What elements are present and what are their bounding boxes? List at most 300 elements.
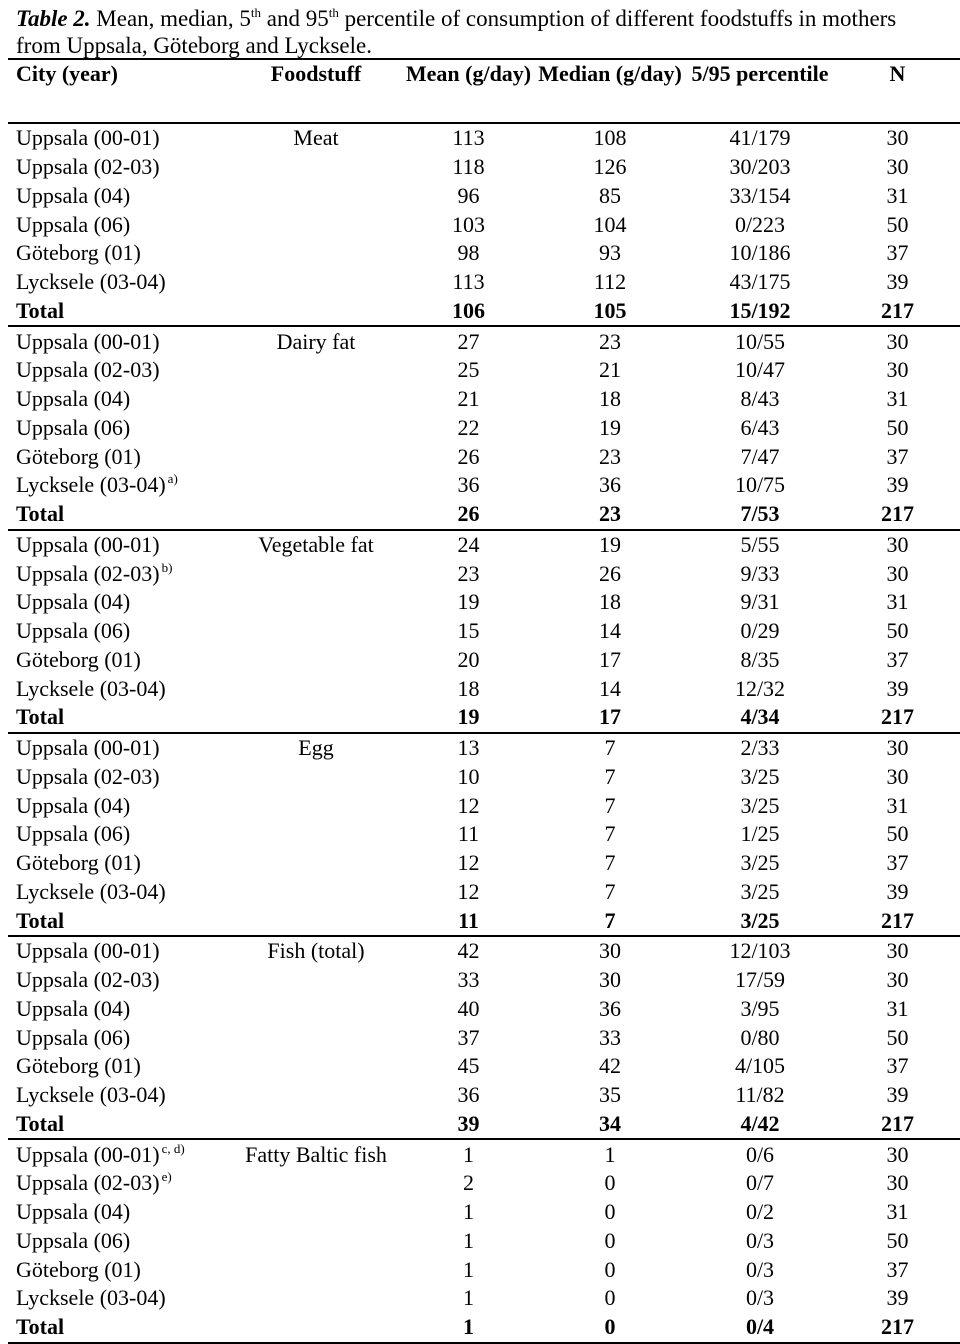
table-row: [8, 674, 960, 703]
city-label: Uppsala (00-01): [16, 328, 160, 354]
city-label: Uppsala (04): [16, 1199, 131, 1225]
median-cell: 7: [604, 763, 616, 789]
percentile-cell: 0/223: [734, 211, 786, 237]
city-label: Uppsala (00-01): [16, 735, 160, 761]
median-cell: 18: [599, 589, 621, 615]
n-cell: 50: [886, 821, 909, 847]
percentile-cell: 0/2: [745, 1199, 775, 1225]
header-foodstuff: Foodstuff: [270, 61, 362, 86]
median-cell: 85: [599, 182, 621, 208]
header-n: N: [889, 61, 906, 86]
city-label: Lycksele (03-04): [16, 269, 166, 295]
foodstuff-cell: [230, 763, 402, 792]
city-label: Uppsala (06): [16, 211, 131, 237]
median-cell: 1: [604, 1141, 616, 1167]
foodstuff-cell: [230, 414, 402, 443]
table-row: [8, 442, 960, 471]
mean-cell: 42: [457, 938, 480, 964]
percentile-cell: 15/192: [729, 297, 791, 323]
caption-sup-1: th: [250, 5, 261, 20]
median-cell: 17: [599, 646, 621, 672]
header-median: Median (g/day): [538, 61, 682, 86]
n-cell: 217: [881, 501, 914, 527]
mean-cell: 113: [452, 125, 485, 151]
table-row: [8, 1052, 960, 1081]
mean-cell: 12: [457, 850, 480, 876]
city-cell: [8, 297, 230, 327]
median-cell: 23: [599, 501, 621, 527]
table-row: [8, 153, 960, 182]
table-row: [8, 1169, 960, 1198]
table-row: [8, 239, 960, 268]
footnote-marker: c, d): [161, 1140, 185, 1156]
city-label: Uppsala (02-03): [16, 560, 160, 586]
table-header: [8, 59, 960, 123]
n-cell: 30: [886, 763, 909, 789]
foodstuff-cell: [230, 153, 402, 182]
percentile-cell: 4/42: [740, 1110, 780, 1136]
city-cell: [8, 123, 230, 153]
city-cell: [8, 588, 230, 617]
median-cell: 36: [599, 995, 621, 1021]
mean-cell: 24: [457, 531, 480, 557]
foodstuff-cell: [230, 1198, 402, 1227]
total-row: [8, 1110, 960, 1140]
city-label: Lycksele (03-04): [16, 1285, 166, 1311]
mean-cell: 20: [457, 646, 480, 672]
n-cell: 31: [886, 386, 909, 412]
city-cell: [8, 733, 230, 763]
city-cell: [8, 530, 230, 560]
percentile-cell: 10/75: [734, 472, 786, 498]
n-cell: 217: [881, 297, 914, 323]
mean-cell: 103: [452, 211, 485, 237]
city-label: Uppsala (02-03): [16, 1170, 160, 1196]
median-cell: 17: [599, 704, 621, 730]
percentile-cell: 9/31: [740, 589, 780, 615]
city-cell: [8, 414, 230, 443]
city-cell: [8, 995, 230, 1024]
n-cell: 217: [881, 1110, 914, 1136]
total-row: [8, 500, 960, 530]
city-label: Uppsala (06): [16, 1024, 131, 1050]
city-label: Lycksele (03-04): [16, 675, 166, 701]
total-row: [8, 1313, 960, 1343]
foodstuff-cell: [230, 1081, 402, 1110]
foodstuff-cell: [230, 1169, 402, 1198]
city-label: Lycksele (03-04): [16, 1082, 166, 1108]
median-cell: 19: [599, 414, 621, 440]
percentile-cell: 12/32: [734, 675, 786, 701]
mean-cell: 25: [457, 357, 480, 383]
percentile-cell: 2/33: [740, 735, 780, 761]
table-row: [8, 646, 960, 675]
city-cell: [8, 1198, 230, 1227]
footnote-marker: a): [167, 471, 178, 487]
table-row: [8, 471, 960, 500]
table-row: [8, 878, 960, 907]
foodstuff-cell: [230, 1023, 402, 1052]
city-label: Uppsala (02-03): [16, 154, 160, 180]
median-cell: 34: [599, 1110, 621, 1136]
median-cell: 35: [599, 1082, 621, 1108]
percentile-cell: 0/6: [745, 1141, 775, 1167]
city-cell: [8, 153, 230, 182]
header-mean: Mean (g/day): [405, 61, 532, 86]
n-cell: 31: [886, 1199, 909, 1225]
city-label: Uppsala (02-03): [16, 967, 160, 993]
percentile-cell: 10/47: [734, 357, 786, 383]
n-cell: 37: [886, 850, 909, 876]
mean-cell: 37: [457, 1024, 480, 1050]
city-label: Uppsala (00-01): [16, 1141, 160, 1167]
city-cell: [8, 703, 230, 733]
percentile-cell: 8/35: [740, 646, 780, 672]
consumption-table: [8, 58, 960, 1344]
foodstuff-cell: [230, 559, 402, 588]
percentile-cell: 0/3: [745, 1285, 775, 1311]
mean-cell: 1: [463, 1256, 474, 1282]
percentile-cell: 12/103: [729, 938, 791, 964]
header-city: City (year): [16, 61, 119, 86]
table-row: [8, 559, 960, 588]
mean-cell: 11: [457, 821, 480, 847]
foodstuff-cell: [230, 588, 402, 617]
n-cell: 39: [886, 472, 909, 498]
median-cell: 23: [599, 443, 621, 469]
n-cell: 30: [886, 125, 909, 151]
n-cell: 37: [886, 1053, 909, 1079]
foodstuff-cell: [230, 849, 402, 878]
percentile-cell: 7/47: [740, 443, 780, 469]
mean-cell: 11: [458, 907, 479, 933]
table-row: [8, 1284, 960, 1313]
median-cell: 23: [599, 328, 621, 354]
city-label: Lycksele (03-04): [16, 472, 166, 498]
percentile-cell: 43/175: [729, 269, 791, 295]
mean-cell: 36: [457, 472, 480, 498]
city-cell: [8, 674, 230, 703]
table-row: [8, 1227, 960, 1256]
percentile-cell: 0/7: [745, 1170, 775, 1196]
city-label: Uppsala (04): [16, 182, 131, 208]
city-cell: [8, 210, 230, 239]
median-cell: 93: [599, 240, 621, 266]
foodstuff-cell: [230, 878, 402, 907]
mean-cell: 36: [457, 1082, 480, 1108]
mean-cell: 2: [463, 1170, 474, 1196]
city-label: Uppsala (04): [16, 589, 131, 615]
city-cell: [8, 268, 230, 297]
foodstuff-cell: [230, 1313, 402, 1343]
city-cell: [8, 820, 230, 849]
foodstuff-cell: [230, 500, 402, 530]
foodstuff-cell: [230, 1052, 402, 1081]
percentile-cell: 3/25: [740, 878, 780, 904]
median-cell: 108: [593, 125, 627, 151]
median-cell: 105: [593, 297, 627, 323]
city-cell: [8, 936, 230, 966]
city-cell: [8, 239, 230, 268]
median-cell: 0: [604, 1199, 616, 1225]
median-cell: 19: [599, 531, 621, 557]
foodstuff-group: [8, 936, 960, 1139]
city-label: Uppsala (00-01): [16, 531, 160, 557]
city-label: Uppsala (06): [16, 821, 131, 847]
caption-text-3: percentile of consumption of different foodstuffs in mothers from Uppsala, Göteborg and Lycksele.: [16, 6, 897, 58]
mean-cell: 1: [463, 1314, 474, 1340]
city-label: Lycksele (03-04): [16, 878, 166, 904]
n-cell: 39: [886, 269, 909, 295]
percentile-cell: 0/3: [745, 1256, 775, 1282]
n-cell: 50: [886, 414, 909, 440]
city-cell: [8, 1227, 230, 1256]
median-cell: 21: [599, 357, 621, 383]
table-row: [8, 268, 960, 297]
mean-cell: 1: [463, 1285, 474, 1311]
median-cell: 33: [599, 1024, 621, 1050]
table-row: [8, 791, 960, 820]
percentile-cell: 3/25: [740, 763, 780, 789]
city-label: Total: [16, 1110, 65, 1136]
mean-cell: 45: [457, 1053, 480, 1079]
median-cell: 7: [604, 907, 616, 933]
foodstuff-cell: Dairy fat: [276, 328, 356, 354]
n-cell: 31: [886, 995, 909, 1021]
mean-cell: 1: [463, 1227, 474, 1253]
city-label: Uppsala (04): [16, 995, 131, 1021]
header-row: [8, 59, 960, 123]
mean-cell: 12: [457, 878, 480, 904]
percentile-cell: 10/186: [729, 240, 791, 266]
city-label: Uppsala (02-03): [16, 763, 160, 789]
n-cell: 39: [886, 1285, 909, 1311]
foodstuff-cell: [230, 385, 402, 414]
n-cell: 37: [886, 646, 909, 672]
n-cell: 30: [886, 1141, 909, 1167]
foodstuff-group: [8, 530, 960, 733]
total-row: [8, 906, 960, 936]
foodstuff-cell: [230, 268, 402, 297]
mean-cell: 15: [457, 618, 480, 644]
city-cell: [8, 646, 230, 675]
city-cell: [8, 471, 230, 500]
city-cell: [8, 1023, 230, 1052]
median-cell: 30: [599, 967, 621, 993]
percentile-cell: 3/95: [740, 995, 780, 1021]
mean-cell: 96: [457, 182, 480, 208]
mean-cell: 118: [452, 154, 485, 180]
city-label: Uppsala (06): [16, 618, 131, 644]
n-cell: 39: [886, 1082, 909, 1108]
city-cell: [8, 500, 230, 530]
foodstuff-group: [8, 733, 960, 936]
percentile-cell: 11/82: [735, 1082, 785, 1108]
city-label: Uppsala (06): [16, 414, 131, 440]
n-cell: 31: [886, 792, 909, 818]
n-cell: 39: [886, 675, 909, 701]
city-cell: [8, 617, 230, 646]
mean-cell: 13: [457, 735, 480, 761]
foodstuff-cell: [230, 239, 402, 268]
foodstuff-cell: [230, 995, 402, 1024]
median-cell: 26: [599, 560, 621, 586]
city-cell: [8, 878, 230, 907]
foodstuff-cell: Meat: [293, 125, 339, 151]
city-label: Göteborg (01): [16, 850, 141, 876]
foodstuff-cell: [230, 703, 402, 733]
mean-cell: 1: [463, 1141, 474, 1167]
n-cell: 217: [881, 704, 914, 730]
foodstuff-cell: [230, 356, 402, 385]
percentile-cell: 3/25: [740, 907, 780, 933]
n-cell: 37: [886, 1256, 909, 1282]
mean-cell: 21: [457, 386, 480, 412]
table-row: [8, 530, 960, 560]
n-cell: 31: [886, 589, 909, 615]
median-cell: 7: [604, 735, 616, 761]
median-cell: 0: [604, 1285, 616, 1311]
city-label: Uppsala (02-03): [16, 357, 160, 383]
n-cell: 39: [886, 878, 909, 904]
city-label: Total: [16, 704, 65, 730]
city-cell: [8, 849, 230, 878]
city-cell: [8, 1255, 230, 1284]
total-row: [8, 703, 960, 733]
foodstuff-cell: [230, 646, 402, 675]
n-cell: 217: [881, 1314, 914, 1340]
percentile-cell: 33/154: [729, 182, 791, 208]
median-cell: 7: [604, 850, 616, 876]
table-row: [8, 385, 960, 414]
city-cell: [8, 1052, 230, 1081]
total-row: [8, 297, 960, 327]
median-cell: 30: [599, 938, 621, 964]
city-label: Total: [16, 1314, 65, 1340]
foodstuff-group: [8, 326, 960, 529]
n-cell: 30: [886, 967, 909, 993]
foodstuff-cell: [230, 1227, 402, 1256]
city-cell: [8, 906, 230, 936]
city-label: Uppsala (04): [16, 792, 131, 818]
mean-cell: 113: [452, 269, 485, 295]
percentile-cell: 3/25: [740, 850, 780, 876]
mean-cell: 23: [457, 560, 480, 586]
footnote-marker: b): [161, 559, 173, 575]
percentile-cell: 8/43: [740, 386, 780, 412]
percentile-cell: 4/105: [734, 1053, 786, 1079]
percentile-cell: 9/33: [740, 560, 780, 586]
table-row: [8, 182, 960, 211]
foodstuff-cell: Fatty Baltic fish: [245, 1141, 387, 1167]
n-cell: 30: [886, 560, 909, 586]
city-label: Total: [16, 907, 65, 933]
city-cell: [8, 1139, 230, 1169]
median-cell: 0: [604, 1314, 616, 1340]
percentile-cell: 30/203: [729, 154, 791, 180]
percentile-cell: 4/34: [740, 704, 780, 730]
n-cell: 30: [886, 154, 909, 180]
n-cell: 31: [886, 182, 909, 208]
mean-cell: 40: [457, 995, 480, 1021]
mean-cell: 26: [457, 501, 480, 527]
n-cell: 37: [886, 443, 909, 469]
city-cell: [8, 1110, 230, 1140]
city-cell: [8, 182, 230, 211]
mean-cell: 19: [457, 704, 480, 730]
percentile-cell: 0/4: [745, 1314, 775, 1340]
percentile-cell: 41/179: [729, 125, 791, 151]
median-cell: 0: [604, 1227, 616, 1253]
median-cell: 14: [599, 618, 621, 644]
mean-cell: 106: [452, 297, 485, 323]
foodstuff-cell: [230, 966, 402, 995]
foodstuff-group: [8, 1139, 960, 1342]
mean-cell: 19: [457, 589, 480, 615]
caption-label: Table 2.: [16, 6, 91, 31]
table-row: [8, 210, 960, 239]
table-row: [8, 1081, 960, 1110]
n-cell: 30: [886, 328, 909, 354]
table-row: [8, 1023, 960, 1052]
mean-cell: 22: [457, 414, 480, 440]
foodstuff-group: [8, 123, 960, 326]
median-cell: 0: [604, 1170, 616, 1196]
table-row: [8, 414, 960, 443]
table-row: [8, 849, 960, 878]
table-row: [8, 326, 960, 356]
city-cell: [8, 966, 230, 995]
city-label: Uppsala (00-01): [16, 125, 160, 151]
footnote-marker: e): [161, 1169, 172, 1185]
foodstuff-cell: Fish (total): [267, 938, 365, 964]
n-cell: 217: [881, 907, 914, 933]
percentile-cell: 0/80: [740, 1024, 780, 1050]
percentile-cell: 6/43: [740, 414, 780, 440]
city-cell: [8, 791, 230, 820]
n-cell: 30: [886, 735, 909, 761]
foodstuff-cell: [230, 820, 402, 849]
header-percentile: 5/95 percentile: [691, 61, 829, 86]
table-row: [8, 763, 960, 792]
table-row: [8, 733, 960, 763]
median-cell: 112: [593, 269, 627, 295]
median-cell: 104: [593, 211, 627, 237]
n-cell: 50: [886, 211, 909, 237]
n-cell: 30: [886, 1170, 909, 1196]
percentile-cell: 0/29: [740, 618, 780, 644]
n-cell: 30: [886, 938, 909, 964]
n-cell: 50: [886, 1024, 909, 1050]
city-cell: [8, 559, 230, 588]
foodstuff-cell: Egg: [298, 735, 334, 761]
table-row: [8, 1198, 960, 1227]
n-cell: 50: [886, 1227, 909, 1253]
city-label: Uppsala (00-01): [16, 938, 160, 964]
n-cell: 30: [886, 531, 909, 557]
city-cell: [8, 385, 230, 414]
table-row: [8, 966, 960, 995]
city-cell: [8, 1313, 230, 1343]
percentile-cell: 3/25: [740, 792, 780, 818]
city-cell: [8, 763, 230, 792]
foodstuff-cell: [230, 182, 402, 211]
n-cell: 37: [886, 240, 909, 266]
city-label: Total: [16, 297, 65, 323]
percentile-cell: 5/55: [740, 531, 780, 557]
median-cell: 7: [604, 878, 616, 904]
city-label: Göteborg (01): [16, 443, 141, 469]
